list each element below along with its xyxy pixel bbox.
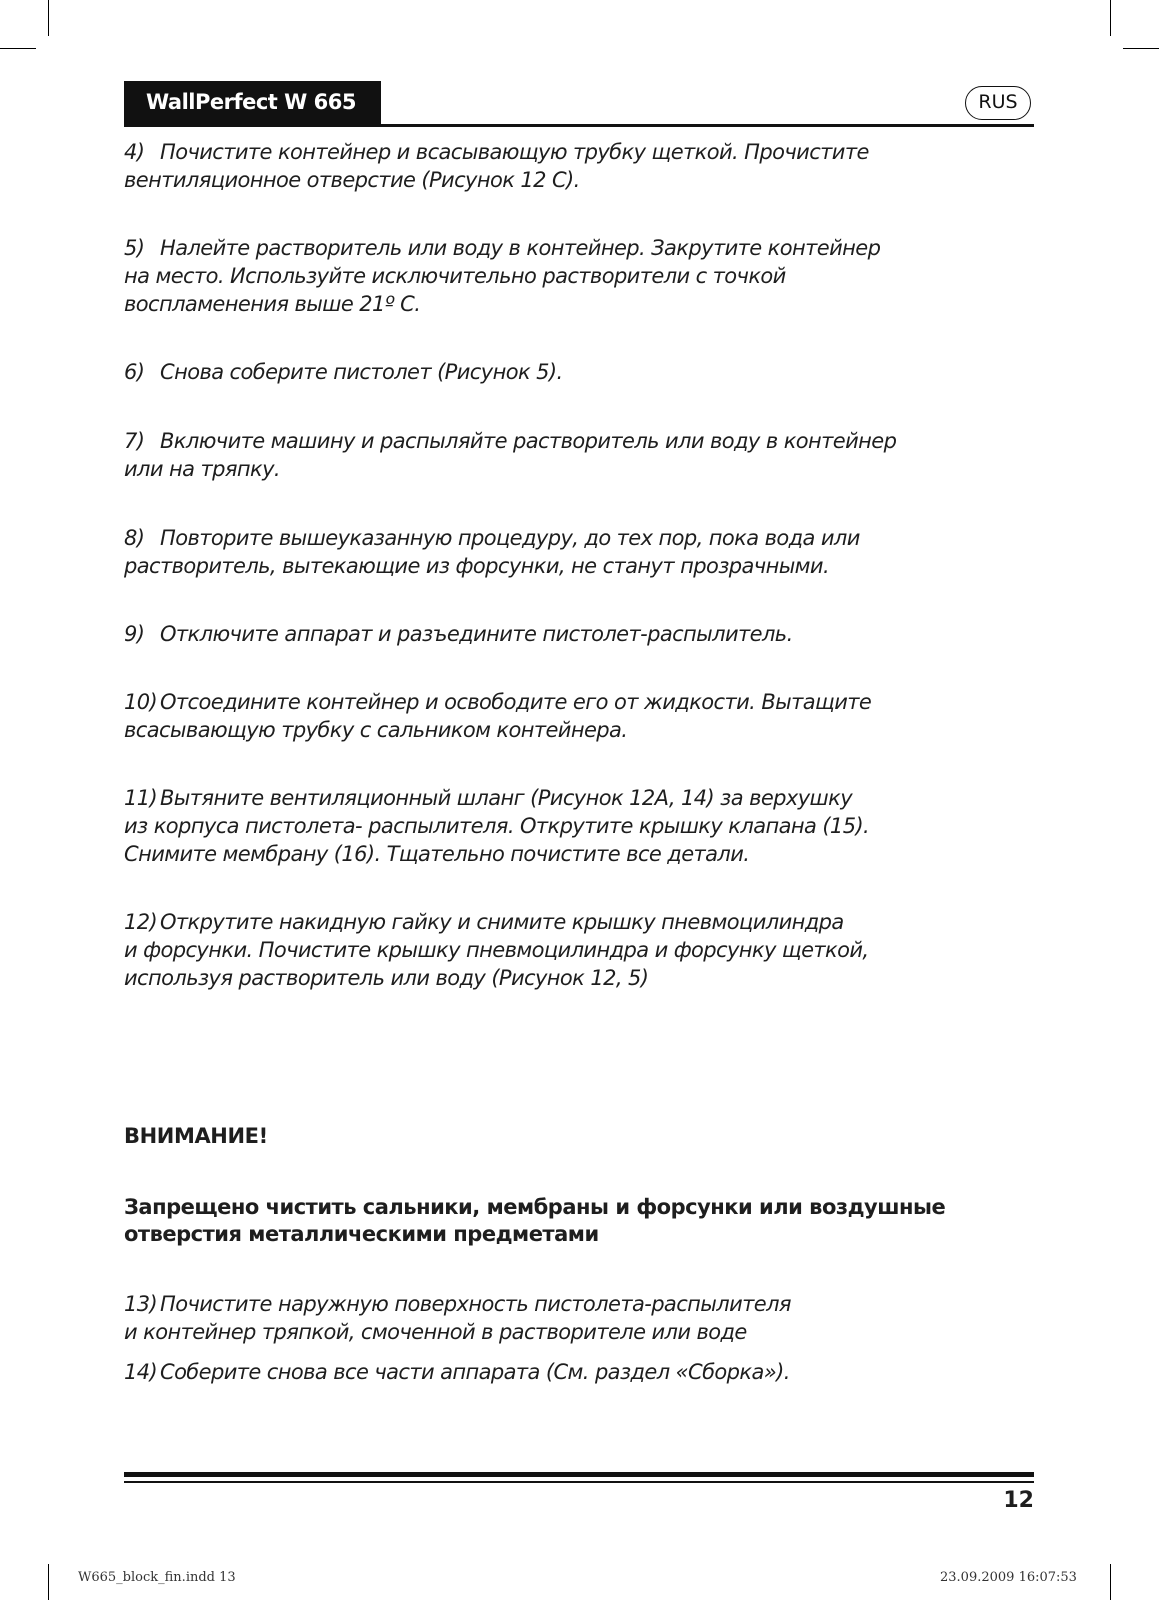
language-badge: RUS xyxy=(965,86,1031,120)
product-title: WallPerfect W 665 xyxy=(124,81,381,124)
step-4: 4) Почистите контейнер и всасывающую трубку щеткой. Прочистите вентиляционное отверстие (Рисунок 12 C). xyxy=(124,140,869,192)
step-12: 12) Открутите накидную гайку и снимите крышку пневмоцилиндра и форсунки. Почистите крышку пневмоцилиндра и форсунку щеткой, используя растворитель или воду (Рисунок 12, 5) xyxy=(124,910,869,990)
warning-text: Запрещено чистить сальники, мембраны и форсунки или воздушные отверстия металлическими предметами xyxy=(124,1195,946,1246)
page-number: 12 xyxy=(1003,1488,1034,1513)
crop-mark-top-right-h xyxy=(1123,48,1159,49)
step-10: 10) Отсоедините контейнер и освободите его от жидкости. Вытащите всасывающую трубку с сальником контейнера. xyxy=(124,690,872,742)
crop-mark-bottom-right-v xyxy=(1110,1564,1111,1600)
step-6: 6) Снова соберите пистолет (Рисунок 5). xyxy=(124,360,563,384)
step-9: 9) Отключите аппарат и разъедините пистолет-распылитель. xyxy=(124,622,793,646)
crop-mark-top-right-v xyxy=(1110,0,1111,36)
header-rule xyxy=(124,124,1034,127)
crop-mark-top-left-h xyxy=(0,48,36,49)
step-5: 5) Налейте растворитель или воду в контейнер. Закрутите контейнер на место. Используйте исключительно растворители с точкой воспламенения выше 21º C. xyxy=(124,236,881,316)
step-14: 14) Соберите снова все части аппарата (См. раздел «Сборка»). xyxy=(124,1360,790,1384)
crop-mark-top-left-v xyxy=(48,0,49,36)
warning-title: ВНИМАНИЕ! xyxy=(124,1124,268,1148)
footer-rule-thick xyxy=(124,1472,1034,1477)
step-11: 11) Вытяните вентиляционный шланг (Рисунок 12A, 14) за верхушку из корпуса пистолета- распылителя. Открутите крышку клапана (15). Снимите мембрану (16). Тщательно почистите все детали. xyxy=(124,786,870,866)
step-8: 8) Повторите вышеуказанную процедуру, до тех пор, пока вода или растворитель, вытекающие из форсунки, не станут прозрачными. xyxy=(124,526,860,578)
crop-mark-bottom-left-v xyxy=(48,1564,49,1600)
step-7: 7) Включите машину и распыляйте растворитель или воду в контейнер или на тряпку. xyxy=(124,429,897,481)
slug-file-name: W665_block_fin.indd 13 xyxy=(78,1570,236,1585)
step-13: 13) Почистите наружную поверхность пистолета-распылителя и контейнер тряпкой, смоченной в растворителе или воде xyxy=(124,1292,791,1344)
slug-date-time: 23.09.2009 16:07:53 xyxy=(940,1570,1077,1585)
footer-rule-thin xyxy=(124,1481,1034,1483)
